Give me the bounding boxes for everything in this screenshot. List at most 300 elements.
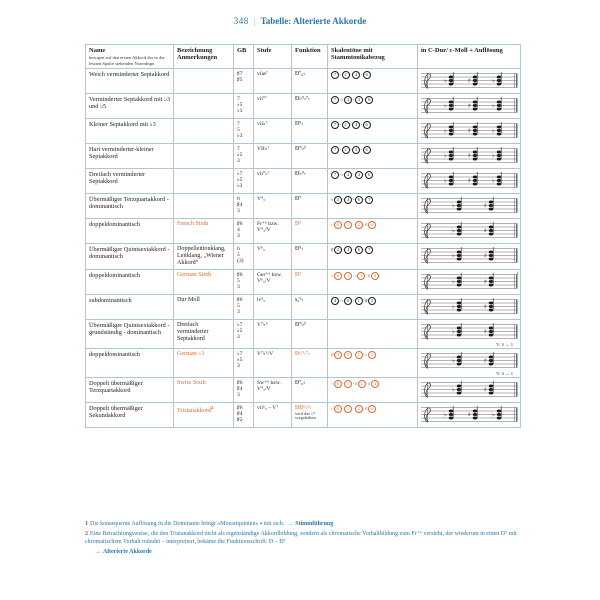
cell-bezeichnung (174, 402, 234, 427)
svg-text:♭: ♭ (444, 127, 447, 135)
table-header (86, 45, 521, 69)
chord-designation: German Sixth (177, 271, 212, 278)
voice-leading-caption: V: 3 → 1 (496, 370, 513, 376)
function-symbol: s₆⁹‹ (295, 296, 304, 303)
cell-notation (418, 118, 521, 143)
figured-bass-line: ♭7 (237, 170, 243, 177)
circled-degree-number: 1 (355, 297, 363, 305)
cell-gb (234, 377, 254, 402)
degree-separator: - (339, 172, 342, 178)
scale-degrees (331, 173, 373, 178)
degree-separator: - (342, 197, 344, 203)
cell-gb (234, 118, 254, 143)
table-row (86, 269, 521, 294)
column-header-note: bezogen auf den ersten Akkord der in der letzten Spalte stehenden Notenbspe. (89, 55, 165, 66)
cell-notation (418, 193, 521, 218)
chord-designation: French Sixth (177, 220, 209, 227)
cell-skalentoene (328, 269, 418, 294)
degree-separator: - (363, 352, 365, 358)
cell-notation (418, 402, 521, 427)
degree-separator: - (350, 122, 352, 128)
circled-degree-number: 1 (344, 405, 352, 413)
svg-text:♯: ♯ (484, 386, 487, 394)
table-row (86, 118, 521, 143)
degree-separator: - (363, 406, 365, 412)
footnote (85, 530, 522, 547)
svg-text:♭: ♭ (444, 411, 447, 419)
accidental: ♭ (341, 297, 344, 303)
cross-reference-link[interactable]: Stimmführung (295, 521, 334, 527)
roman-numeral: V⁷♭⁵ (257, 321, 268, 328)
function-symbol: ĐĐ⁶‹⁹‹ (295, 404, 312, 411)
column-header-skalentoene (328, 45, 418, 69)
chord-name: Übermäßiger Quintsextakkord - dominantisch (89, 245, 170, 260)
scale-degree (352, 246, 363, 254)
cell-notation (418, 348, 521, 377)
column-header-label: Stufe (257, 47, 272, 54)
scale-degree (352, 196, 363, 204)
scale-degree (365, 272, 379, 280)
column-header-funktion (292, 45, 328, 69)
svg-text:♭: ♭ (444, 152, 447, 160)
cell-funktion (292, 269, 328, 294)
degree-separator: - (363, 97, 365, 103)
roman-numeral: viiø⁷ (257, 70, 268, 77)
function-symbol: Đ⁷₉‹ (295, 70, 306, 77)
scale-degree (365, 171, 373, 179)
figured-bass-line: 5 (237, 302, 240, 309)
scale-degrees (331, 73, 371, 78)
circled-degree-number: 3 (357, 272, 365, 280)
cell-funktion (292, 294, 328, 319)
column-header-name (86, 45, 174, 69)
cross-reference-link[interactable]: Alterierte Akkorde (103, 549, 152, 556)
table-row (86, 168, 521, 193)
cell-gb (234, 218, 254, 243)
svg-text:♯: ♯ (484, 202, 487, 210)
scale-degrees (331, 248, 373, 253)
degree-separator: - (350, 72, 352, 78)
cell-name (86, 402, 174, 427)
scale-degrees (331, 274, 379, 279)
chord-name: Dreifach verminderter Septakkord (89, 170, 146, 185)
scale-degree (331, 246, 342, 254)
table-row (86, 143, 521, 168)
cell-stufe (254, 193, 292, 218)
scale-degrees (331, 98, 373, 103)
cell-name (86, 68, 174, 93)
figured-bass-line: ♯6 (237, 271, 243, 278)
degree-separator: - (352, 247, 355, 253)
circled-degree-number: 7 (331, 146, 339, 154)
cell-name (86, 143, 174, 168)
roman-numeral: Fr⁺⁶ bzw. V⁴₃/V (257, 220, 279, 234)
music-staff (419, 321, 519, 343)
circled-degree-number: 6 (365, 96, 373, 104)
cell-stufe (254, 218, 292, 243)
function-symbol: Đ♭⁹‹ (295, 170, 306, 177)
chord-name: subdominantisch (89, 296, 132, 304)
cell-stufe (254, 143, 292, 168)
cell-gb (234, 193, 254, 218)
music-staff (419, 404, 519, 426)
scale-degree (331, 96, 339, 104)
svg-text:♭: ♭ (492, 177, 495, 185)
accidental: ♯ (331, 247, 334, 253)
accidental: ♯ (365, 406, 368, 412)
chord-name: Kleiner Septakkord mit ♭3 (89, 120, 156, 128)
degree-separator: - (352, 273, 355, 279)
cell-notation (418, 68, 521, 93)
chord-designation: Doppelleittonklang, Leitklang, „Wiener Akkord“ (177, 245, 226, 266)
figured-bass-line: 3 (237, 309, 240, 316)
scale-degree (339, 297, 353, 305)
scale-degree (365, 221, 376, 229)
cell-notation (418, 269, 521, 294)
circled-degree-number: 4 (368, 221, 376, 229)
accidental: ♭ (365, 351, 368, 357)
figured-bass-line: ♯4 (237, 201, 243, 208)
cell-bezeichnung (174, 168, 234, 193)
figured-bass-line: 5 (237, 126, 240, 133)
degree-separator: - (352, 222, 355, 228)
circled-degree-number: 6 (363, 121, 371, 129)
cell-bezeichnung (174, 218, 234, 243)
figured-bass-line: ♭5 (237, 356, 243, 363)
svg-text:♭: ♭ (492, 102, 495, 110)
figured-bass-line: ♭7 (237, 350, 243, 357)
scale-degree (344, 196, 352, 204)
cell-funktion (292, 402, 328, 427)
footnote-ref: 2 (210, 404, 214, 410)
music-staff (419, 271, 519, 293)
chord-name: Hart verminderter-kleiner Septakkord (89, 145, 154, 160)
svg-text:♯: ♯ (468, 127, 471, 135)
circled-degree-number: 6 (365, 171, 373, 179)
accidental: ♭ (331, 221, 334, 227)
cell-bezeichnung (174, 348, 234, 377)
cell-stufe (254, 93, 292, 118)
circled-degree-number: 2 (342, 121, 350, 129)
accidental: ♯ (367, 273, 371, 279)
cell-gb (234, 168, 254, 193)
arrow-icon: → (95, 549, 101, 556)
circled-degree-number: 7 (365, 246, 373, 254)
cell-gb (234, 269, 254, 294)
figured-bass-line: ♭7 (237, 321, 243, 328)
degree-separator: - (363, 222, 365, 228)
cell-bezeichnung (174, 93, 234, 118)
figured-bass-line: ♭5 (237, 101, 243, 108)
scale-degree (344, 272, 352, 280)
figured-bass-line: ♭3 (237, 133, 243, 140)
table-row (86, 243, 521, 269)
cell-skalentoene (328, 377, 418, 402)
degree-separator: - (342, 352, 344, 358)
cell-name (86, 294, 174, 319)
arrow-icon: → (287, 521, 294, 527)
cell-gb (234, 294, 254, 319)
table-body (86, 68, 521, 427)
chord-designation: Dreifach verminderter Septakkord (177, 321, 209, 342)
cell-notation (418, 243, 521, 269)
circled-degree-number: 4 (344, 196, 352, 204)
figured-bass-line: 3 (237, 284, 240, 291)
scale-degree (331, 380, 342, 388)
figured-bass-line: 5 (237, 277, 240, 284)
accidental: ♯ (365, 222, 368, 228)
degree-separator: - (365, 273, 368, 279)
cell-skalentoene (328, 243, 418, 269)
roman-numeral: vii⁶₅ – V⁷ (257, 404, 279, 411)
cell-notation (418, 93, 521, 118)
cell-stufe (254, 348, 292, 377)
svg-text:♯: ♯ (468, 77, 471, 85)
degree-separator: - (360, 122, 363, 128)
figured-bass-line: ♯5 (237, 76, 243, 83)
table-row (86, 402, 521, 427)
scale-degrees (331, 223, 376, 228)
figured-bass-line: 7 (237, 95, 240, 102)
svg-text:♯: ♯ (484, 328, 487, 336)
figured-bass-line: 7 (237, 120, 240, 127)
svg-text:♯: ♯ (468, 102, 471, 110)
cell-skalentoene (328, 68, 418, 93)
scale-degree (352, 405, 363, 413)
footnote-text: Die konsequente Auflösung in die Dominante bringt «Mozartquinten» ▪ mit sich. (90, 521, 285, 527)
circled-degree-number: 7 (331, 121, 339, 129)
function-symbol: Đ♭⁹‹⁷‹ (295, 350, 310, 357)
scale-degree (331, 121, 339, 129)
circled-degree-number: 2 (344, 171, 352, 179)
scale-degree (331, 196, 342, 204)
circled-degree-number: 6 (334, 272, 342, 280)
circled-degree-number: 7 (331, 171, 339, 179)
music-staff (419, 70, 519, 92)
scale-degree (339, 96, 353, 104)
circled-degree-number: 1 (344, 272, 352, 280)
cell-funktion (292, 193, 328, 218)
table-row (86, 218, 521, 243)
column-header-label: Name (89, 47, 106, 54)
cell-name (86, 193, 174, 218)
degree-separator: - (350, 147, 352, 153)
svg-text:♭: ♭ (444, 102, 447, 110)
figured-bass-line: 7 (237, 145, 240, 152)
scale-degrees (331, 148, 371, 153)
cell-skalentoene (328, 294, 418, 319)
header-separator: | (253, 16, 256, 26)
cell-skalentoene (328, 118, 418, 143)
chord-name: doppeldominantisch (89, 271, 141, 279)
roman-numeral: iv⁶₅ (257, 296, 266, 303)
circled-degree-number: 6 (363, 146, 371, 154)
figured-bass-line: (3) (237, 258, 244, 265)
degree-separator: - (339, 122, 342, 128)
cell-skalentoene (328, 348, 418, 377)
function-symbol: Đ⁹‹ (295, 120, 304, 127)
cell-funktion (292, 118, 328, 143)
scale-degree (360, 71, 371, 79)
scale-degree (344, 246, 352, 254)
degree-separator: - (342, 273, 344, 279)
music-staff (419, 350, 519, 372)
cell-notation (418, 294, 521, 319)
cell-skalentoene (328, 193, 418, 218)
table-row (86, 319, 521, 348)
circled-degree-number: 4 (352, 71, 360, 79)
degree-separator: - (339, 298, 342, 304)
figured-bass-line: ♭3 (237, 183, 243, 190)
figured-bass-line: 3 (237, 392, 240, 399)
scale-degrees (331, 407, 376, 412)
column-header-label: Skalentöne mit Stammtonikabezug (331, 47, 385, 62)
accidental: ♭ (341, 96, 344, 102)
scale-degree (365, 246, 373, 254)
figured-bass-line: ♯6 (237, 379, 243, 386)
circled-degree-number: 7 (365, 196, 373, 204)
page-title: Tabelle: Alterierte Akkorde (260, 16, 367, 26)
circled-degree-number: 2 (358, 380, 366, 388)
circled-degree-number: 4 (355, 96, 363, 104)
circled-degree-number: 7 (331, 96, 339, 104)
music-staff (419, 379, 519, 401)
circled-degree-number: 1 (344, 380, 352, 388)
degree-separator: - (366, 381, 368, 387)
scale-degree (331, 351, 342, 359)
roman-numeral: vii°♭⁷ (257, 170, 270, 177)
chord-name: Weich verminderter Septakkord (89, 70, 170, 78)
svg-text:♭: ♭ (452, 227, 455, 235)
cell-name (86, 243, 174, 269)
music-staff (419, 170, 519, 192)
cell-bezeichnung (174, 294, 234, 319)
cell-skalentoene (328, 218, 418, 243)
figured-bass-line: 3 (237, 158, 240, 165)
figured-bass-line: 4 (237, 226, 240, 233)
figured-bass-line: ♯4 (237, 410, 243, 417)
svg-text:♯: ♯ (468, 411, 471, 419)
circled-degree-number: 2 (355, 221, 363, 229)
cell-stufe (254, 402, 292, 427)
table-row (86, 377, 521, 402)
cell-stufe (254, 68, 292, 93)
degree-separator: - (352, 197, 355, 203)
cell-stufe (254, 377, 292, 402)
figured-bass-line: 5 (237, 251, 240, 258)
roman-numeral: V⁷♭⁵/V (257, 350, 274, 357)
accidental: ♭ (331, 380, 334, 386)
function-symbol: Đ⁷♭⁵ (295, 145, 306, 152)
circled-degree-number: 2 (334, 196, 342, 204)
circled-degree-number: 6 (344, 297, 352, 305)
figured-bass-line: ♯7 (237, 70, 243, 77)
cell-gb (234, 348, 254, 377)
svg-text:♭: ♭ (452, 252, 455, 260)
circled-degree-number: 6 (334, 221, 342, 229)
degree-separator: - (363, 197, 365, 203)
degree-separator: - (339, 97, 342, 103)
figured-bass-line: 6 (237, 195, 240, 202)
cell-funktion (292, 93, 328, 118)
footnote (85, 520, 522, 529)
circled-degree-number: 6 (334, 380, 342, 388)
circled-degree-number: 6 (334, 405, 342, 413)
scale-degree (352, 121, 360, 129)
function-symbol: Đ⁹‹ (295, 245, 304, 252)
figured-bass-line: 6 (237, 245, 240, 252)
cell-name (86, 348, 174, 377)
cell-bezeichnung (174, 118, 234, 143)
svg-text:♭: ♭ (452, 357, 455, 365)
music-staff (419, 245, 519, 267)
scale-degree (352, 96, 363, 104)
page-header (0, 16, 600, 26)
cell-stufe (254, 319, 292, 348)
cell-gb (234, 243, 254, 269)
column-header-label: in C-Dur/ c-Moll + Auflösung (421, 47, 503, 54)
svg-text:♯: ♯ (484, 252, 487, 260)
scale-degree (352, 146, 360, 154)
circled-degree-number: 2 (342, 146, 350, 154)
page-number: 348 (233, 16, 249, 26)
circled-degree-number: 1 (355, 351, 363, 359)
scale-degrees (331, 353, 376, 358)
cell-stufe (254, 294, 292, 319)
cell-bezeichnung (174, 319, 234, 348)
circled-degree-number: 4 (334, 351, 342, 359)
chord-name: Doppelt übermäßiger Terzquartakkord (89, 379, 143, 394)
svg-text:♯: ♯ (468, 152, 471, 160)
footnotes (85, 520, 522, 558)
cell-stufe (254, 118, 292, 143)
cell-name (86, 319, 174, 348)
scale-degree (339, 71, 350, 79)
circled-degree-number: 4 (371, 380, 379, 388)
degree-separator: - (342, 406, 344, 412)
chord-designation: German ♭3 (177, 350, 205, 357)
chord-name: doppeldominantisch (89, 350, 141, 358)
table-header-row (86, 45, 521, 69)
circled-degree-number: 4 (368, 405, 376, 413)
cell-bezeichnung (174, 193, 234, 218)
footnote-marker: 2 (85, 530, 88, 537)
scale-degree (331, 405, 342, 413)
chord-designation: Dur Moll (177, 296, 200, 303)
footnote-marker: 1 (85, 521, 88, 527)
table-row (86, 294, 521, 319)
svg-text:♭: ♭ (492, 152, 495, 160)
cell-name (86, 377, 174, 402)
altered-chords-table (85, 44, 521, 428)
accidental: ♭ (341, 171, 344, 177)
scale-degree (352, 351, 363, 359)
cell-stufe (254, 168, 292, 193)
scale-degrees (331, 299, 376, 304)
cell-gb (234, 68, 254, 93)
degree-separator: - (352, 172, 355, 178)
circled-degree-number: 6 (355, 196, 363, 204)
scale-degree (344, 221, 352, 229)
chord-name: Übermäßiger Quintsextakkord - grundständig - dominantisch (89, 321, 170, 336)
cell-gb (234, 319, 254, 348)
scale-degree (352, 71, 360, 79)
degree-separator: - (339, 147, 342, 153)
scale-degrees (331, 382, 379, 387)
cell-funktion (292, 243, 328, 269)
circled-degree-number: 3 (368, 351, 376, 359)
function-symbol: Đ⁷ (295, 271, 302, 278)
